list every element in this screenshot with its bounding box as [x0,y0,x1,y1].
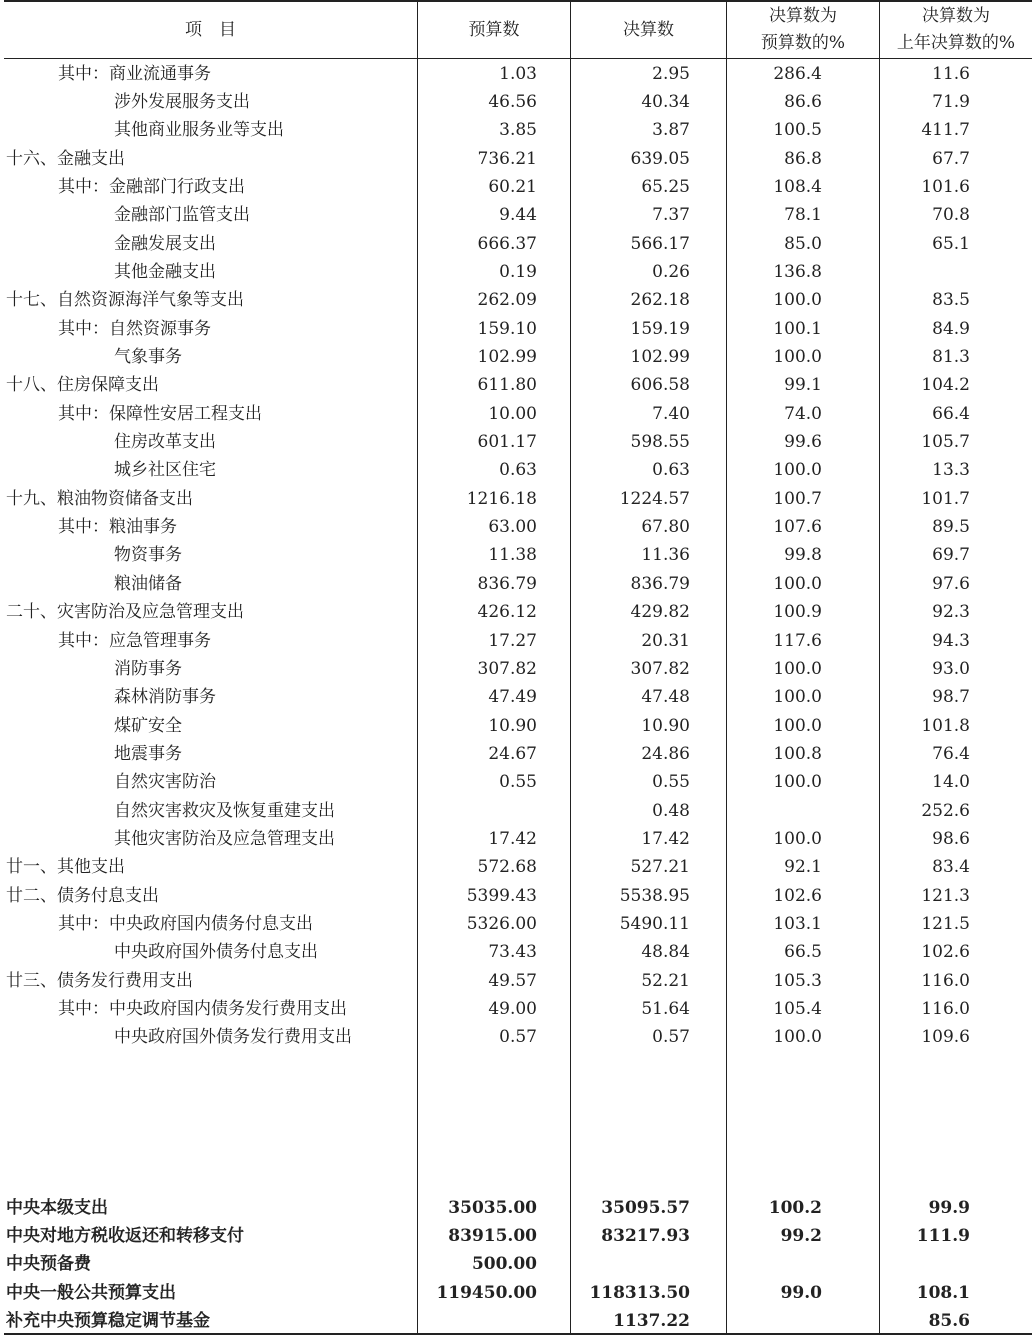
ratio-budget-value: 100.8 [773,743,822,764]
row-label: 其中：自然资源事务 [58,318,211,339]
row-label: 消防事务 [114,658,182,679]
budget-value: 119450.00 [436,1282,537,1303]
final-value: 17.42 [641,828,690,849]
total-row [4,1307,1032,1335]
row-label: 金融部门监管支出 [114,205,250,226]
final-value: 836.79 [630,573,690,594]
ratio-prev-value: 98.7 [932,687,970,708]
row-label: 廿二、债务付息支出 [6,885,159,906]
row-label: 住房改革支出 [114,432,216,453]
final-value: 48.84 [641,942,690,963]
ratio-prev-value: 14.0 [932,772,970,793]
ratio-budget-value: 107.6 [773,517,822,538]
budget-value: 611.80 [477,375,537,396]
table-row [4,797,1032,825]
final-value: 20.31 [641,630,690,651]
ratio-budget-value: 100.0 [773,658,822,679]
ratio-budget-value: 100.0 [773,347,822,367]
final-value: 598.55 [630,432,690,453]
ratio-prev-value: 13.3 [932,460,970,481]
final-value: 0.55 [652,772,690,793]
ratio-prev-value: 99.9 [928,1197,970,1218]
row-label: 中央政府国外债务付息支出 [114,942,318,963]
final-value: 3.87 [652,120,690,141]
final-value: 429.82 [630,602,690,623]
ratio-budget-value: 85.0 [784,233,822,254]
table-row [4,116,1032,144]
total-row [4,1194,1032,1222]
table-row [4,683,1032,711]
budget-value: 0.57 [499,1027,537,1048]
final-value: 7.40 [652,403,690,424]
table-row [4,570,1032,598]
table-row [4,428,1032,456]
row-label: 中央对地方税收返还和转移支付 [6,1225,244,1246]
budget-value: 83915.00 [448,1225,537,1246]
budget-value: 0.19 [499,261,537,282]
final-value: 52.21 [641,970,690,991]
final-value: 1224.57 [619,488,690,509]
header-ratio-prev-line2: 上年决算数的% [896,33,1016,53]
ratio-prev-value: 83.5 [932,290,970,311]
ratio-budget-value: 66.5 [784,942,822,963]
header-budget: 预算数 [468,19,520,40]
budget-value: 9.44 [499,205,537,226]
ratio-budget-value: 100.1 [773,318,822,339]
final-value: 0.57 [652,1027,690,1048]
ratio-prev-value: 121.3 [921,885,970,906]
ratio-budget-value: 102.6 [773,885,822,906]
ratio-budget-value: 99.1 [784,375,822,396]
total-row [4,1250,1032,1278]
table-row [4,740,1032,768]
budget-value: 1216.18 [466,488,537,509]
ratio-budget-value: 136.8 [773,261,822,282]
table-row [4,400,1032,428]
table-row [4,371,1032,399]
row-label: 十六、金融支出 [6,148,125,169]
ratio-budget-value: 108.4 [773,176,822,197]
final-value: 67.80 [641,517,690,538]
row-label: 中央政府国外债务发行费用支出 [114,1027,352,1048]
budget-value: 5326.00 [466,914,537,934]
table-row [4,145,1032,173]
table-row [4,910,1032,938]
ratio-budget-value: 117.6 [773,630,822,651]
table-row [4,1023,1032,1051]
final-value: 0.48 [652,800,690,821]
budget-value: 17.27 [488,630,537,651]
budget-value: 572.68 [477,857,537,878]
table-row [4,712,1032,740]
budget-value: 426.12 [477,602,537,623]
final-value: 35095.57 [601,1197,690,1218]
row-label: 自然灾害防治 [114,772,216,793]
table-row [4,173,1032,201]
row-label: 其中：金融部门行政支出 [58,176,245,197]
table-row [4,513,1032,541]
final-value: 5538.95 [619,885,690,906]
budget-value: 601.17 [477,432,537,453]
ratio-prev-value: 252.6 [921,800,970,821]
table-row [4,967,1032,995]
final-value: 0.63 [652,460,690,481]
ratio-prev-value: 89.5 [932,517,970,538]
budget-value: 11.38 [488,545,537,566]
row-label: 其中：保障性安居工程支出 [58,403,262,424]
ratio-budget-value: 99.0 [780,1282,822,1303]
ratio-prev-value: 116.0 [921,970,970,991]
ratio-budget-value: 100.0 [773,290,822,311]
ratio-prev-value: 76.4 [932,743,970,764]
ratio-prev-value: 66.4 [932,403,970,424]
final-value: 639.05 [630,148,690,169]
table-row [4,627,1032,655]
ratio-budget-value: 86.8 [784,148,822,169]
budget-value: 666.37 [477,233,537,254]
budget-value: 159.10 [477,318,537,339]
ratio-budget-value: 100.0 [773,772,822,793]
row-label: 十八、住房保障支出 [6,375,159,396]
ratio-budget-value: 99.8 [784,545,822,566]
budget-value: 63.00 [488,517,537,538]
ratio-prev-value: 70.8 [932,205,970,226]
header-ratio-budget-line2: 预算数的% [760,33,846,53]
final-value: 7.37 [652,205,690,226]
final-value: 0.26 [652,261,690,282]
ratio-budget-value: 99.2 [780,1225,822,1246]
table-row [4,655,1032,683]
final-value: 606.58 [630,375,690,396]
budget-value: 102.99 [477,347,537,367]
row-label: 地震事务 [114,743,182,764]
ratio-prev-value: 101.7 [921,488,970,509]
ratio-budget-value: 78.1 [784,205,822,226]
table-row [4,201,1032,229]
ratio-prev-value: 85.6 [928,1310,970,1331]
ratio-prev-value: 101.8 [921,715,970,736]
ratio-budget-value: 100.0 [773,1027,822,1048]
ratio-budget-value: 100.0 [773,460,822,481]
ratio-prev-value: 111.9 [916,1225,970,1246]
row-label: 中央本级支出 [6,1197,108,1218]
row-label: 物资事务 [114,545,182,566]
ratio-prev-value: 116.0 [921,999,970,1020]
final-value: 2.95 [652,63,690,84]
row-label: 气象事务 [114,347,182,367]
ratio-budget-value: 286.4 [773,63,822,84]
table-row [4,258,1032,286]
budget-value: 307.82 [477,658,537,679]
header-item: 项 目 [185,19,236,40]
ratio-prev-value: 97.6 [932,573,970,594]
ratio-prev-value: 67.7 [932,148,970,169]
final-value: 5490.11 [619,914,690,934]
final-value: 1137.22 [613,1310,690,1331]
row-label: 中央预备费 [6,1254,91,1275]
ratio-prev-value: 71.9 [932,91,970,112]
final-value: 47.48 [641,687,690,708]
budget-value: 49.57 [488,970,537,991]
ratio-prev-value: 121.5 [921,914,970,934]
row-label: 涉外发展服务支出 [114,91,250,112]
final-value: 65.25 [641,176,690,197]
row-label: 森林消防事务 [114,687,216,708]
ratio-budget-value: 100.0 [773,715,822,736]
budget-value: 10.00 [488,403,537,424]
header-ratio-budget-line1: 决算数为 [769,6,837,26]
budget-value: 3.85 [499,120,537,141]
final-value: 11.36 [641,545,690,566]
row-label: 其他灾害防治及应急管理支出 [114,828,335,849]
table-row [4,60,1032,88]
table-row [4,315,1032,343]
budget-value: 46.56 [488,91,537,112]
budget-value: 24.67 [488,743,537,764]
ratio-budget-value: 74.0 [784,403,822,424]
final-value: 262.18 [630,290,690,311]
table-row [4,541,1032,569]
table-row [4,853,1032,881]
ratio-budget-value: 100.5 [773,120,822,141]
ratio-prev-value: 105.7 [921,432,970,453]
table-row [4,456,1032,484]
budget-value: 0.63 [499,460,537,481]
row-label: 廿一、其他支出 [6,857,125,878]
ratio-prev-value: 104.2 [921,375,970,396]
budget-value: 500.00 [471,1254,537,1275]
row-label: 金融发展支出 [114,233,216,254]
budget-table [4,0,1032,1336]
budget-value: 5399.43 [466,885,537,906]
row-label: 十九、粮油物资储备支出 [6,488,193,509]
row-label: 其中：中央政府国内债务发行费用支出 [58,999,347,1020]
ratio-prev-value: 411.7 [921,120,970,141]
final-value: 159.19 [630,318,690,339]
ratio-budget-value: 105.3 [773,970,822,991]
row-label: 其他金融支出 [114,261,216,282]
ratio-prev-value: 93.0 [932,658,970,679]
budget-value: 262.09 [477,290,537,311]
ratio-budget-value: 99.6 [784,432,822,453]
row-label: 自然灾害救灾及恢复重建支出 [114,800,335,821]
row-label: 其中：中央政府国内债务付息支出 [58,914,313,934]
ratio-budget-value: 105.4 [773,999,822,1020]
budget-value: 10.90 [488,715,537,736]
budget-value: 736.21 [477,148,537,169]
header-final: 决算数 [623,19,674,40]
row-label: 其他商业服务业等支出 [114,120,284,141]
row-label: 粮油储备 [114,573,182,594]
total-row [4,1279,1032,1307]
ratio-budget-value: 92.1 [784,857,822,878]
row-label: 煤矿安全 [114,715,182,736]
ratio-budget-value: 100.7 [773,488,822,509]
row-label: 中央一般公共预算支出 [6,1282,176,1303]
ratio-budget-value: 100.2 [768,1197,822,1218]
budget-value: 49.00 [488,999,537,1020]
row-label: 补充中央预算稳定调节基金 [6,1310,210,1331]
budget-value: 17.42 [488,828,537,849]
ratio-budget-value: 100.0 [773,828,822,849]
ratio-prev-value: 102.6 [921,942,970,963]
ratio-prev-value: 69.7 [932,545,970,566]
ratio-prev-value: 84.9 [932,318,970,339]
table-row [4,485,1032,513]
row-label: 其中：应急管理事务 [58,630,211,651]
ratio-prev-value: 65.1 [932,233,970,254]
table-row [4,825,1032,853]
table-row [4,88,1032,116]
table-row [4,286,1032,314]
header-ratio-prev-line1: 决算数为 [922,6,990,26]
budget-value: 60.21 [488,176,537,197]
final-value: 24.86 [641,743,690,764]
final-value: 527.21 [630,857,690,878]
final-value: 102.99 [630,347,690,367]
table-row [4,230,1032,258]
ratio-prev-value: 108.1 [916,1282,970,1303]
ratio-prev-value: 92.3 [932,602,970,623]
final-value: 118313.50 [589,1282,690,1303]
row-label: 二十、灾害防治及应急管理支出 [6,602,244,623]
total-row [4,1222,1032,1250]
budget-value: 47.49 [488,687,537,708]
budget-value: 836.79 [477,573,537,594]
row-label: 其中：商业流通事务 [58,63,211,84]
budget-value: 35035.00 [448,1197,537,1218]
final-value: 10.90 [641,715,690,736]
budget-value: 1.03 [499,63,537,84]
row-label: 其中：粮油事务 [58,517,177,538]
ratio-budget-value: 86.6 [784,91,822,112]
ratio-prev-value: 11.6 [932,63,970,84]
ratio-prev-value: 81.3 [932,347,970,367]
final-value: 40.34 [641,91,690,112]
ratio-prev-value: 109.6 [921,1027,970,1048]
ratio-budget-value: 103.1 [773,914,822,934]
row-label: 廿三、债务发行费用支出 [6,970,193,991]
final-value: 51.64 [641,999,690,1020]
ratio-budget-value: 100.9 [773,602,822,623]
header-ratio-prev [880,2,1032,58]
header-ratio-budget [727,2,879,58]
ratio-prev-value: 98.6 [932,828,970,849]
row-label: 十七、自然资源海洋气象等支出 [6,290,244,311]
table-row [4,995,1032,1023]
table-row [4,343,1032,371]
table-row [4,882,1032,910]
ratio-budget-value: 100.0 [773,573,822,594]
table-row [4,768,1032,796]
budget-value: 73.43 [488,942,537,963]
final-value: 83217.93 [601,1225,690,1246]
final-value: 566.17 [630,233,690,254]
table-row [4,938,1032,966]
row-label: 城乡社区住宅 [114,460,216,481]
final-value: 307.82 [630,658,690,679]
ratio-prev-value: 101.6 [921,176,970,197]
budget-value: 0.55 [499,772,537,793]
ratio-prev-value: 94.3 [932,630,970,651]
ratio-budget-value: 100.0 [773,687,822,708]
table-row [4,598,1032,626]
ratio-prev-value: 83.4 [932,857,970,878]
